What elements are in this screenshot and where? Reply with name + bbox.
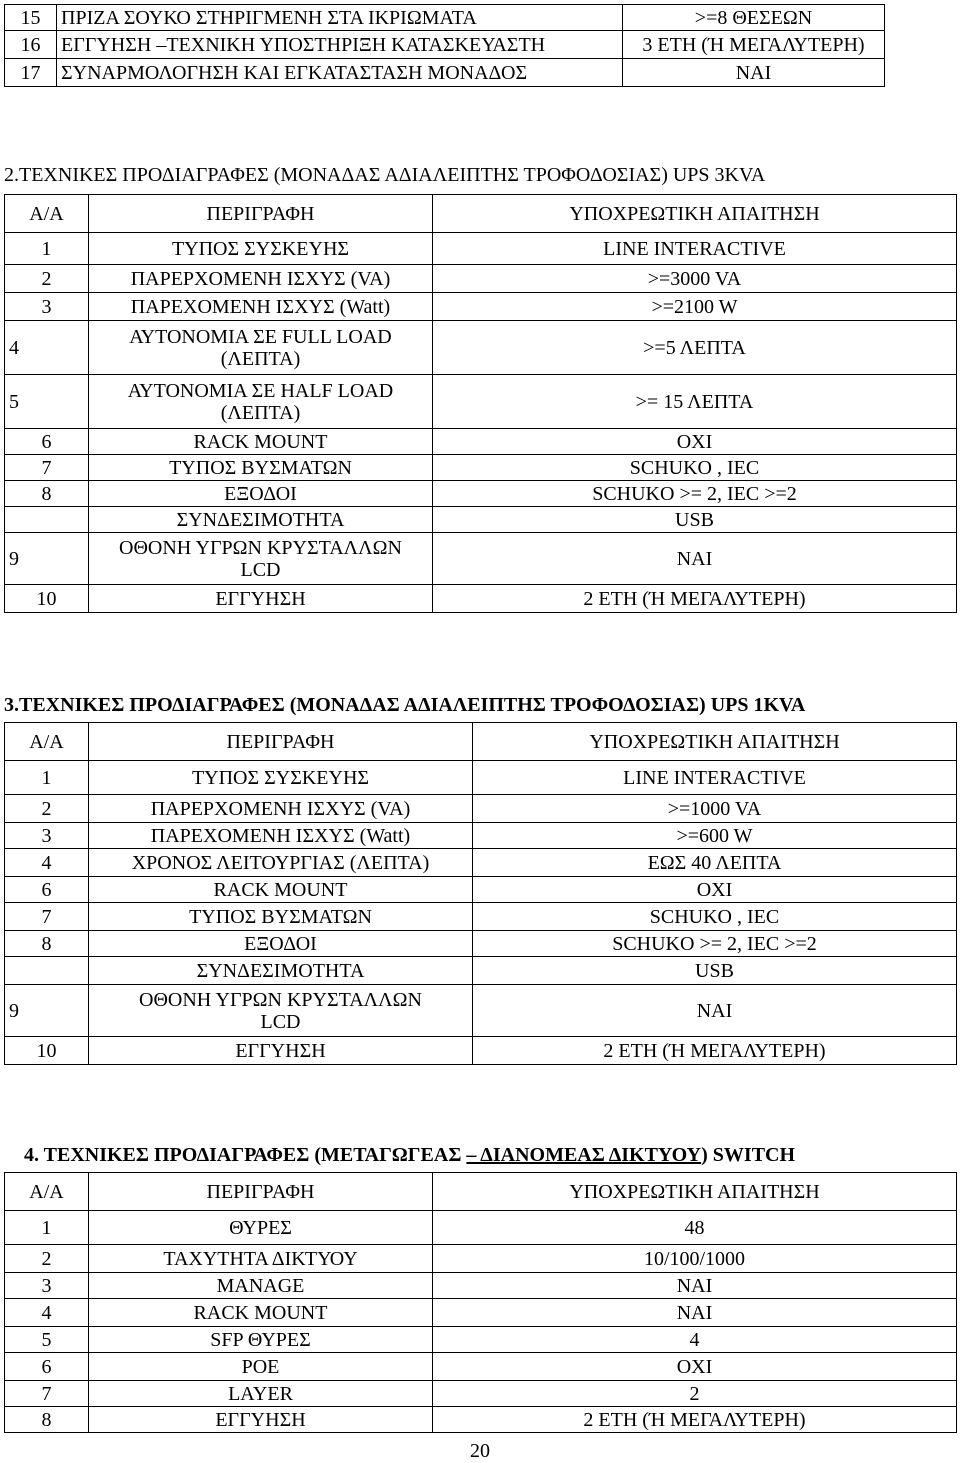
row-requirement: LINE INTERACTIVE [473,761,957,795]
row-number: 10 [5,585,89,613]
row-number: 7 [5,455,89,481]
row-number: 1 [5,761,89,795]
row-description: ΕΞΟΔΟΙ [89,931,473,957]
section-title [24,1144,795,1167]
table-row [5,293,957,321]
row-number: 8 [5,931,89,957]
row-requirement: 3 ΕΤΗ (Ή ΜΕΓΑΛΥΤΕΡΗ) [623,31,885,59]
section-title-suffix: ) SWITCH [701,1144,796,1166]
row-description: ΤΥΠΟΣ ΒΥΣΜΑΤΩΝ [89,903,473,931]
row-number [5,507,89,533]
table-row [5,795,957,823]
section-title: 3.ΤΕΧΝΙΚΕΣ ΠΡΟΔΙΑΓΡΑΦΕΣ (ΜΟΝΑΔΑΣ ΑΔΙΑΛΕΙΠΤΗΣ ΤΡΟΦΟΔΟΣΙΑΣ) UPS 1KVA [4,694,806,716]
row-description: ΠΑΡΕΡΧΟΜΕΝΗ ΙΣΧΥΣ (VA) [89,265,433,293]
col-header-num: Α/Α [5,1173,89,1211]
row-requirement: >=3000 VA [433,265,957,293]
row-number: 2 [5,265,89,293]
row-number: 2 [5,795,89,823]
row-number: 6 [5,877,89,903]
row-description: ΠΡΙΖΑ ΣΟΥΚΟ ΣΤΗΡΙΓΜΕΝΗ ΣΤΑ ΙΚΡΙΩΜΑΤΑ [57,5,623,31]
table-row [5,1327,957,1353]
table-row [5,233,957,265]
row-number: 3 [5,293,89,321]
row-description: ΤΥΠΟΣ ΣΥΣΚΕΥΗΣ [89,233,433,265]
row-description: ΠΑΡΕΡΧΟΜΕΝΗ ΙΣΧΥΣ (VA) [89,795,473,823]
row-description-line1: ΑΥΤΟΝΟΜΙΑ ΣΕ FULL LOAD [129,325,392,348]
row-number: 3 [5,823,89,849]
table-row [5,1037,957,1065]
col-header-desc: ΠΕΡΙΓΡΑΦΗ [89,1173,433,1211]
table-row [5,903,957,931]
row-description: ΕΓΓΥΗΣΗ –ΤΕΧΝΙΚΗ ΥΠΟΣΤΗΡΙΞΗ ΚΑΤΑΣΚΕΥΑΣΤΗ [57,31,623,59]
row-requirement: ΝΑΙ [433,1273,957,1299]
row-description: SFP ΘΥΡΕΣ [89,1327,433,1353]
section-title: 2.ΤΕΧΝΙΚΕΣ ΠΡΟΔΙΑΓΡΑΦΕΣ (ΜΟΝΑΔΑΣ ΑΔΙΑΛΕΙΠΤΗΣ ΤΡΟΦΟΔΟΣΙΑΣ) UPS 3KVA [4,164,766,186]
row-description: ΧΡΟΝΟΣ ΛΕΙΤΟΥΡΓΙΑΣ (ΛΕΠΤΑ) [89,849,473,877]
row-description [89,533,433,585]
row-requirement: SCHUKO , IEC [473,903,957,931]
row-number: 8 [5,481,89,507]
table-row [5,849,957,877]
row-description: RACK MOUNT [89,877,473,903]
row-number: 4 [5,321,89,375]
row-number: 3 [5,1273,89,1299]
row-description: ΕΞΟΔΟΙ [89,481,433,507]
row-requirement: 48 [433,1211,957,1245]
table-row [5,877,957,903]
table-row [5,957,957,985]
row-number: 1 [5,1211,89,1245]
row-requirement: ΝΑΙ [623,59,885,87]
row-description-line2: LCD [240,558,281,581]
row-description [89,985,473,1037]
col-header-req: ΥΠΟΧΡΕΩΤΙΚΗ ΑΠΑΙΤΗΣΗ [473,723,957,761]
row-description: ΣΥΝΔΕΣΙΜΟΤΗΤΑ [89,957,473,985]
row-requirement: USB [473,957,957,985]
row-requirement: ΕΩΣ 40 ΛΕΠΤΑ [473,849,957,877]
row-number: 15 [5,5,57,31]
row-requirement: >= 15 ΛΕΠΤΑ [433,375,957,429]
row-number: 9 [5,985,89,1037]
table-row [5,985,957,1037]
row-number: 4 [5,1299,89,1327]
row-number: 7 [5,903,89,931]
row-description-line1: ΟΘΟΝΗ ΥΓΡΩΝ ΚΡΥΣΤΑΛΛΩΝ [139,988,422,1011]
row-requirement: ΝΑΙ [473,985,957,1037]
section-title-underlined: – ΔΙΑΝΟΜΕΑΣ ΔΙΚΤΥΟΥ [466,1144,702,1166]
col-header-req: ΥΠΟΧΡΕΩΤΙΚΗ ΑΠΑΙΤΗΣΗ [433,1173,957,1211]
row-number: 6 [5,1353,89,1381]
table-row [5,321,957,375]
row-description: ΤΥΠΟΣ ΣΥΣΚΕΥΗΣ [89,761,473,795]
row-number: 6 [5,429,89,455]
row-description: ΠΑΡΕΧΟΜΕΝΗ ΙΣΧΥΣ (Watt) [89,293,433,321]
row-requirement: >=600 W [473,823,957,849]
row-number: 1 [5,233,89,265]
row-requirement: LINE INTERACTIVE [433,233,957,265]
col-header-desc: ΠΕΡΙΓΡΑΦΗ [89,723,473,761]
table-row [5,585,957,613]
table-row [5,931,957,957]
row-requirement: USB [433,507,957,533]
row-description [89,375,433,429]
row-description: ΣΥΝΔΕΣΙΜΟΤΗΤΑ [89,507,433,533]
table-row [5,1245,957,1273]
row-requirement: SCHUKO , IEC [433,455,957,481]
row-requirement: ΟΧΙ [433,1353,957,1381]
row-requirement: 4 [433,1327,957,1353]
row-number: 4 [5,849,89,877]
continuation-table [4,4,885,87]
row-description: LAYER [89,1381,433,1407]
row-requirement: >=1000 VA [473,795,957,823]
table-row [5,1407,957,1433]
row-description: RACK MOUNT [89,429,433,455]
col-header-desc: ΠΕΡΙΓΡΑΦΗ [89,195,433,233]
row-number: 10 [5,1037,89,1065]
table-row [5,5,885,31]
row-requirement: >=8 ΘΕΣΕΩΝ [623,5,885,31]
row-requirement: 2 ΕΤΗ (Ή ΜΕΓΑΛΥΤΕΡΗ) [433,585,957,613]
ups-3kva-table [4,194,957,613]
row-description: POE [89,1353,433,1381]
row-number: 5 [5,375,89,429]
table-row [5,455,957,481]
row-description: ΕΓΓΥΗΣΗ [89,1407,433,1433]
row-number: 9 [5,533,89,585]
row-description [89,321,433,375]
table-row [5,1353,957,1381]
row-description: ΣΥΝΑΡΜΟΛΟΓΗΣΗ ΚΑΙ ΕΓΚΑΤΑΣΤΑΣΗ ΜΟΝΑΔΟΣ [57,59,623,87]
table-row [5,481,957,507]
row-number: 7 [5,1381,89,1407]
row-description: ΘΥΡΕΣ [89,1211,433,1245]
row-requirement: SCHUKO >= 2, IEC >=2 [433,481,957,507]
table-row [5,1211,957,1245]
table-row [5,1273,957,1299]
row-description: ΠΑΡΕΧΟΜΕΝΗ ΙΣΧΥΣ (Watt) [89,823,473,849]
row-requirement: ΟΧΙ [433,429,957,455]
row-description-line1: ΑΥΤΟΝΟΜΙΑ ΣΕ HALF LOAD [127,379,394,402]
section-title-prefix: 4. ΤΕΧΝΙΚΕΣ ΠΡΟΔΙΑΓΡΑΦΕΣ (ΜΕΤΑΓΩΓΕΑΣ [24,1144,467,1166]
table-row [5,1299,957,1327]
row-number: 16 [5,31,57,59]
row-requirement: ΟΧΙ [473,877,957,903]
row-description: MANAGE [89,1273,433,1299]
row-number: 2 [5,1245,89,1273]
col-header-req: ΥΠΟΧΡΕΩΤΙΚΗ ΑΠΑΙΤΗΣΗ [433,195,957,233]
col-header-num: Α/Α [5,195,89,233]
table-header [5,1173,957,1211]
table-row [5,761,957,795]
row-number [5,957,89,985]
row-description: RACK MOUNT [89,1299,433,1327]
ups-1kva-table [4,722,957,1065]
page-number: 20 [470,1440,490,1462]
table-row [5,31,885,59]
switch-table [4,1172,957,1433]
row-requirement: >=2100 W [433,293,957,321]
col-header-num: Α/Α [5,723,89,761]
row-description: ΤΥΠΟΣ ΒΥΣΜΑΤΩΝ [89,455,433,481]
row-description: ΤΑΧΥΤΗΤΑ ΔΙΚΤΥΟΥ [89,1245,433,1273]
table-row [5,265,957,293]
row-requirement: 2 ΕΤΗ (Ή ΜΕΓΑΛΥΤΕΡΗ) [433,1407,957,1433]
table-row [5,375,957,429]
row-description-line2: LCD [260,1010,301,1033]
row-requirement: ΝΑΙ [433,1299,957,1327]
row-description-line1: ΟΘΟΝΗ ΥΓΡΩΝ ΚΡΥΣΤΑΛΛΩΝ [119,536,402,559]
row-requirement: 10/100/1000 [433,1245,957,1273]
row-description-line2: (ΛΕΠΤΑ) [220,401,301,424]
row-description: ΕΓΓΥΗΣΗ [89,1037,473,1065]
row-requirement: >=5 ΛΕΠΤΑ [433,321,957,375]
table-row [5,59,885,87]
table-header [5,723,957,761]
row-number: 17 [5,59,57,87]
table-header [5,195,957,233]
row-number: 5 [5,1327,89,1353]
table-row [5,1381,957,1407]
table-row [5,429,957,455]
table-row [5,533,957,585]
table-row [5,823,957,849]
row-description-line2: (ΛΕΠΤΑ) [220,347,301,370]
row-requirement: 2 [433,1381,957,1407]
row-requirement: SCHUKO >= 2, IEC >=2 [473,931,957,957]
row-requirement: ΝΑΙ [433,533,957,585]
row-number: 8 [5,1407,89,1433]
row-description: ΕΓΓΥΗΣΗ [89,585,433,613]
table-row [5,507,957,533]
row-requirement: 2 ΕΤΗ (Ή ΜΕΓΑΛΥΤΕΡΗ) [473,1037,957,1065]
